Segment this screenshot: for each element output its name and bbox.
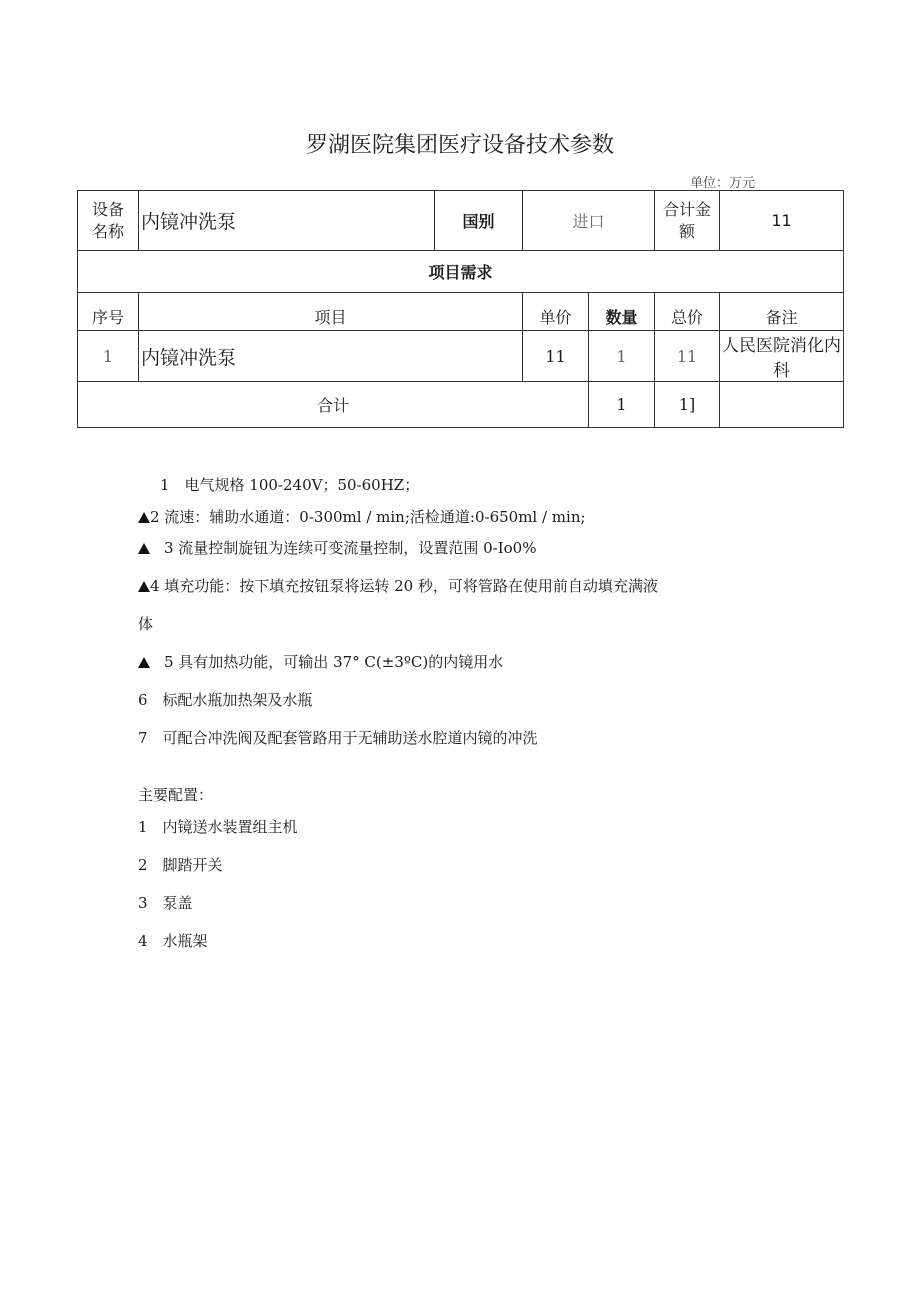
- triangle-icon: [138, 543, 150, 554]
- device-name: 内镜冲洗泵: [139, 191, 435, 251]
- header-no: 序号: [78, 293, 139, 331]
- spec-text: 4 填充功能：按下填充按钮泵将运转 20 秒，可将管路在使用前自动填充满液: [150, 577, 658, 595]
- sum-total: 1]: [655, 382, 720, 428]
- table-row: [78, 331, 844, 382]
- spec-item-7: [138, 731, 538, 746]
- header-total: 总价: [655, 293, 720, 331]
- device-label: 设备名称: [91, 199, 124, 241]
- row-item: 内镜冲洗泵: [139, 331, 523, 382]
- spec-text: 5 具有加热功能，可输出 37° C(±3ºC)的内镜用水: [164, 653, 504, 671]
- spec-text: 1 电气规格 100-240V；50-60HZ；: [160, 476, 420, 494]
- spec-table: [77, 190, 844, 428]
- device-label-cell: [78, 191, 139, 251]
- country-label: 国别: [435, 191, 523, 251]
- row-no: 1: [78, 331, 139, 382]
- row-unit-price: 11: [523, 331, 589, 382]
- unit-label: 单位：万元: [690, 176, 756, 191]
- row-note: 人民医院消化内科: [720, 331, 844, 382]
- spec-text: 体: [138, 615, 154, 633]
- config-heading: 主要配置：: [138, 786, 214, 804]
- triangle-icon: [138, 512, 150, 523]
- page-title: 罗湖医院集团医疗设备技术参数: [305, 133, 614, 158]
- total-amount-label-cell: [655, 191, 720, 251]
- config-item: 3 泵盖: [138, 894, 193, 912]
- spec-item-6: [138, 693, 313, 708]
- spec-text: 2 流速：辅助水通道：0-300ml / min;活检通道:0-650ml / min;: [150, 508, 586, 526]
- header-item: 项目: [139, 293, 523, 331]
- sum-label: 合计: [78, 382, 589, 428]
- header-note: 备注: [720, 293, 844, 331]
- sum-qty: 1: [589, 382, 655, 428]
- spec-item-3: [138, 541, 536, 556]
- triangle-icon: [138, 657, 150, 668]
- total-amount-label: 合计金额: [663, 199, 712, 241]
- total-amount-value: 11: [720, 191, 844, 251]
- spec-item-1: [160, 478, 419, 493]
- spec-item-4-cont: [138, 617, 153, 632]
- config-item: 2 脚踏开关: [138, 856, 223, 874]
- spec-item-4: [138, 579, 658, 594]
- country-value: 进口: [523, 191, 655, 251]
- section-title: 项目需求: [78, 251, 844, 293]
- spec-item-2: [138, 510, 586, 525]
- spec-text: 3 流量控制旋钮为连续可变流量控制，设置范围 0-Io0%: [164, 539, 537, 557]
- config-item: 4 水瓶架: [138, 932, 208, 950]
- spec-text: 7 可配合冲洗阀及配套管路用于无辅助送水腔道内镜的冲洗: [138, 729, 538, 747]
- triangle-icon: [138, 581, 150, 592]
- header-qty: 数量: [589, 293, 655, 331]
- spec-item-5: [138, 655, 503, 670]
- header-unit-price: 单价: [523, 293, 589, 331]
- sum-note: [720, 382, 844, 428]
- config-item: 1 内镜送水装置组主机: [138, 818, 298, 836]
- spec-text: 6 标配水瓶加热架及水瓶: [138, 691, 313, 709]
- row-total: 11: [655, 331, 720, 382]
- row-qty: 1: [589, 331, 655, 382]
